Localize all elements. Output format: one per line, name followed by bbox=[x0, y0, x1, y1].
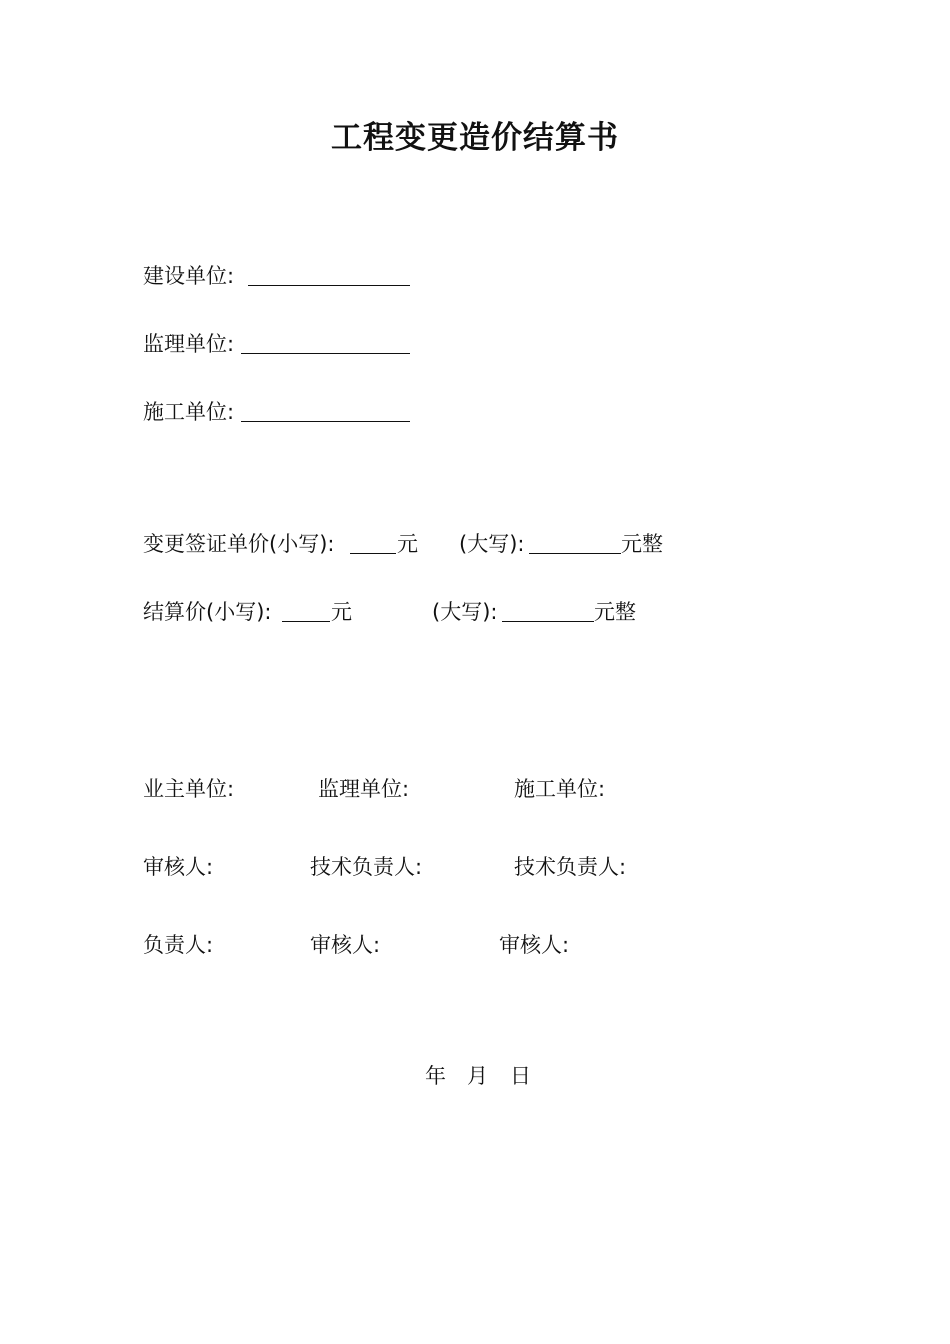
supervision-unit-label: 监理单位: bbox=[143, 332, 235, 356]
tech-lead-label: 技术负责人: bbox=[310, 855, 423, 879]
date-day: 日 bbox=[510, 1064, 531, 1088]
reviewer-label: 审核人: bbox=[310, 933, 381, 957]
settlement-small-blank[interactable] bbox=[282, 621, 330, 622]
date-month: 月 bbox=[467, 1064, 488, 1088]
reviewer-label: 审核人: bbox=[143, 855, 214, 879]
date-year: 年 bbox=[425, 1064, 446, 1088]
reviewer-label: 审核人: bbox=[499, 933, 570, 957]
settlement-big-blank[interactable] bbox=[502, 621, 594, 622]
change-unit-price-big-blank[interactable] bbox=[529, 553, 621, 554]
owner-unit-label: 业主单位: bbox=[143, 777, 235, 801]
document-title: 工程变更造价结算书 bbox=[331, 120, 619, 156]
yuan-unit: 元 bbox=[397, 532, 418, 556]
change-unit-price-small-blank[interactable] bbox=[350, 553, 396, 554]
person-in-charge-label: 负责人: bbox=[143, 933, 214, 957]
yuan-unit: 元 bbox=[331, 600, 352, 624]
big-amount-label: (大写): bbox=[432, 600, 498, 624]
yuan-whole-unit: 元整 bbox=[594, 600, 636, 624]
construction-unit-label: 建设单位: bbox=[143, 264, 235, 288]
tech-lead-label: 技术负责人: bbox=[514, 855, 627, 879]
yuan-whole-unit: 元整 bbox=[621, 532, 663, 556]
supervision-unit-sign-label: 监理单位: bbox=[318, 777, 410, 801]
change-unit-price-small-label: 变更签证单价(小写): bbox=[143, 532, 335, 556]
contractor-unit-sign-label: 施工单位: bbox=[514, 777, 606, 801]
big-amount-label: (大写): bbox=[459, 532, 525, 556]
contractor-unit-label: 施工单位: bbox=[143, 400, 235, 424]
construction-unit-blank[interactable] bbox=[248, 285, 410, 286]
supervision-unit-blank[interactable] bbox=[241, 353, 410, 354]
settlement-small-label: 结算价(小写): bbox=[143, 600, 272, 624]
contractor-unit-blank[interactable] bbox=[241, 421, 410, 422]
